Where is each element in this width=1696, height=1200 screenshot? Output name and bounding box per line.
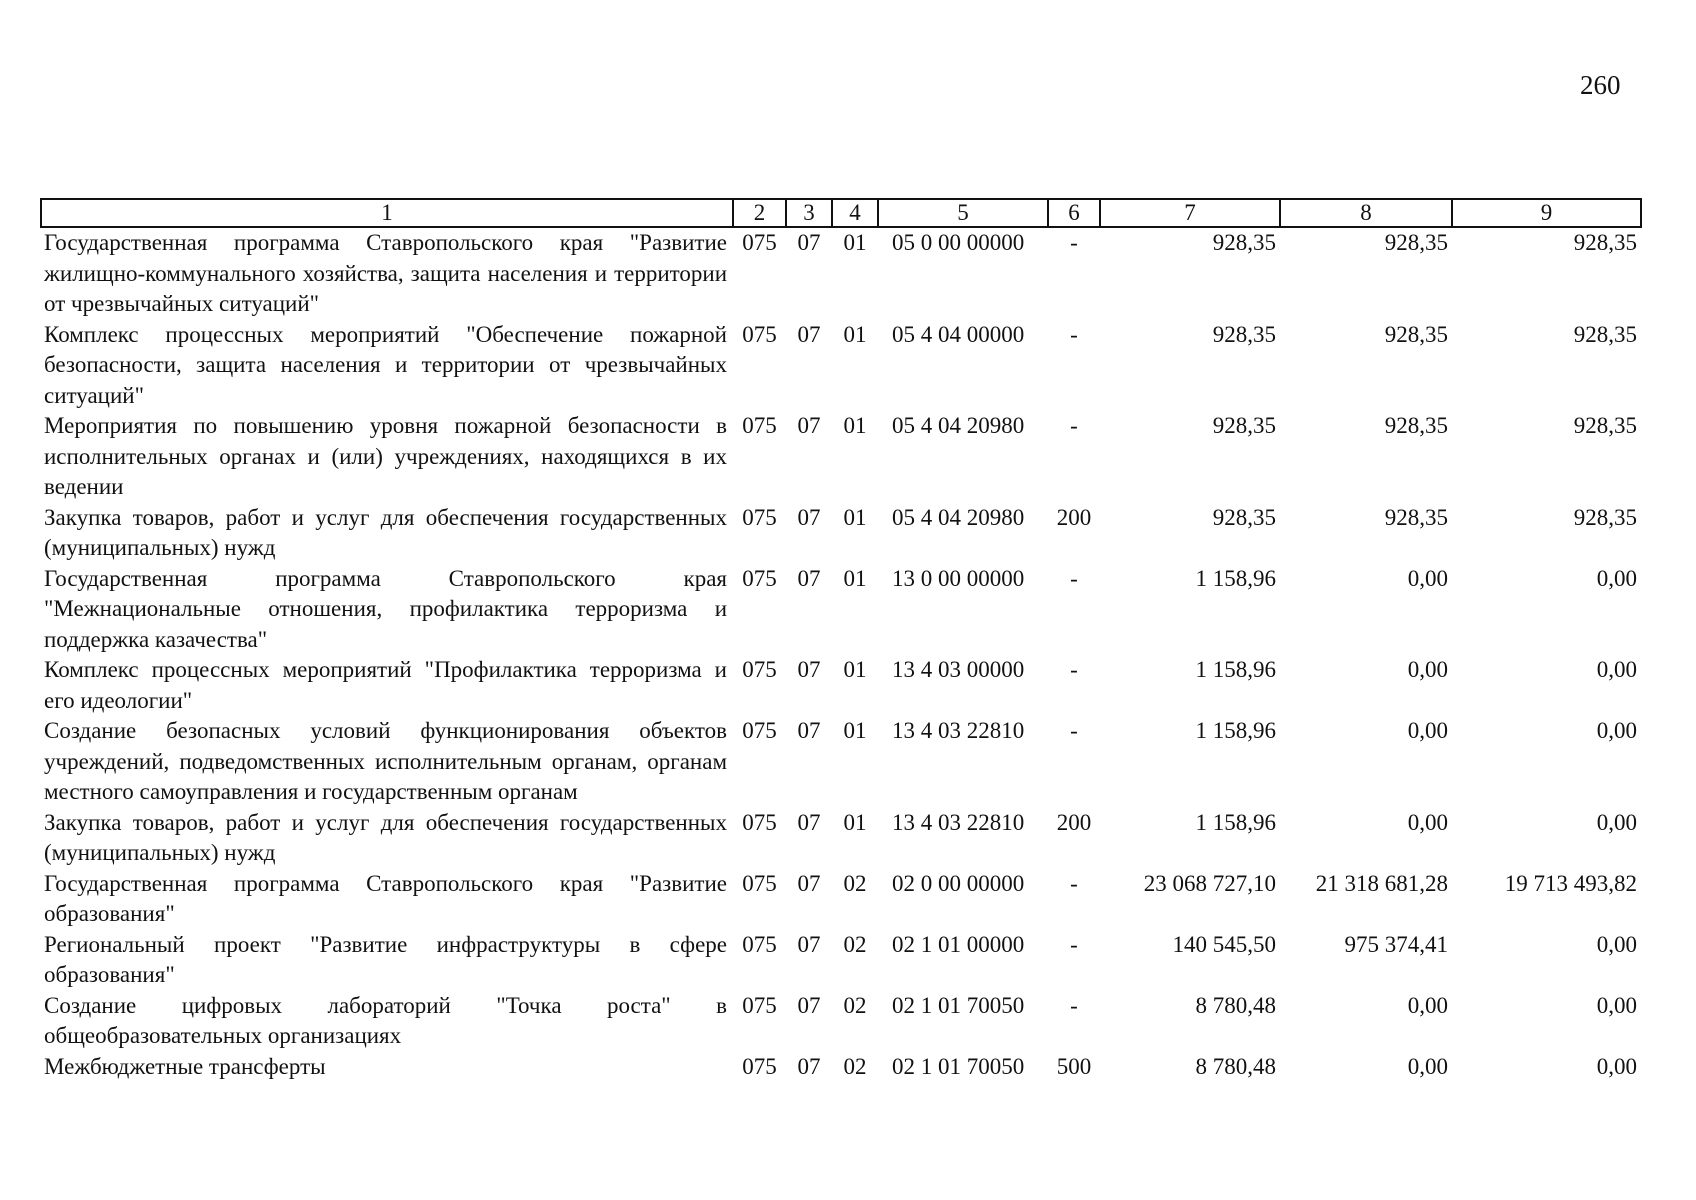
row-name: Региональный проект "Развитие инфраструктуры в сфере образования" bbox=[44, 931, 727, 987]
expense-type-code: - bbox=[1070, 321, 1078, 347]
table-row bbox=[41, 991, 1641, 1052]
row-name: Межбюджетные трансферты bbox=[44, 1053, 326, 1079]
target-article-code: 13 4 03 22810 bbox=[892, 809, 1025, 835]
amount-year-3: 0,00 bbox=[1596, 657, 1637, 682]
amount-year-2: 21 318 681,28 bbox=[1315, 870, 1448, 896]
section-code: 07 bbox=[797, 809, 821, 835]
kfsr-code: 075 bbox=[742, 657, 777, 682]
row-name: Государственная программа Ставропольского края "Развитие жилищно-коммунального хозяйства, защита населения и территории от чрезвычайных ситуаций" bbox=[44, 230, 727, 316]
subsection-code: 01 bbox=[843, 413, 867, 438]
kfsr-code: 075 bbox=[742, 504, 777, 530]
expense-type-code: 200 bbox=[1056, 809, 1092, 835]
subsection-code: 02 bbox=[843, 931, 867, 957]
subsection-code: 01 bbox=[843, 809, 867, 835]
col-header: 5 bbox=[878, 199, 1048, 227]
subsection-code: 02 bbox=[843, 870, 867, 896]
amount-year-2: 928,35 bbox=[1384, 321, 1448, 347]
row-name: Закупка товаров, работ и услуг для обеспечения государственных (муниципальных) нужд bbox=[44, 504, 727, 560]
target-article-code: 05 4 04 20980 bbox=[892, 413, 1025, 438]
section-code: 07 bbox=[797, 718, 821, 743]
target-article-code: 05 0 00 00000 bbox=[892, 230, 1025, 255]
subsection-code: 01 bbox=[843, 321, 867, 347]
amount-year-3: 0,00 bbox=[1596, 992, 1637, 1018]
amount-year-1: 8 780,48 bbox=[1195, 1053, 1276, 1079]
col-header: 4 bbox=[832, 199, 878, 227]
table-row bbox=[41, 869, 1641, 930]
row-name: Государственная программа Ставропольского края "Межнациональные отношения, профилактика терроризма и поддержка казачества" bbox=[44, 565, 727, 652]
expense-type-code: 200 bbox=[1056, 504, 1092, 530]
section-code: 07 bbox=[797, 413, 821, 438]
amount-year-3: 928,35 bbox=[1573, 504, 1637, 530]
amount-year-3: 928,35 bbox=[1573, 230, 1637, 255]
table-row bbox=[41, 716, 1641, 808]
kfsr-code: 075 bbox=[742, 870, 777, 896]
kfsr-code: 075 bbox=[742, 413, 777, 438]
expense-type-code: - bbox=[1070, 230, 1078, 255]
subsection-code: 01 bbox=[843, 565, 867, 591]
target-article-code: 13 4 03 22810 bbox=[892, 718, 1025, 743]
kfsr-code: 075 bbox=[742, 1053, 777, 1079]
amount-year-1: 1 158,96 bbox=[1195, 657, 1276, 682]
col-header: 9 bbox=[1452, 199, 1641, 227]
amount-year-1: 1 158,96 bbox=[1195, 809, 1276, 835]
kfsr-code: 075 bbox=[742, 565, 777, 591]
section-code: 07 bbox=[797, 565, 821, 591]
section-code: 07 bbox=[797, 321, 821, 347]
row-name: Закупка товаров, работ и услуг для обеспечения государственных (муниципальных) нужд bbox=[44, 809, 727, 865]
row-name: Комплекс процессных мероприятий "Профилактика терроризма и его идеологии" bbox=[44, 657, 727, 713]
kfsr-code: 075 bbox=[742, 809, 777, 835]
subsection-code: 02 bbox=[843, 992, 867, 1018]
table-row bbox=[41, 503, 1641, 564]
amount-year-3: 0,00 bbox=[1596, 809, 1637, 835]
header-row bbox=[41, 199, 1641, 227]
kfsr-code: 075 bbox=[742, 931, 777, 957]
target-article-code: 13 0 00 00000 bbox=[892, 565, 1025, 591]
expense-type-code: - bbox=[1070, 718, 1078, 743]
target-article-code: 05 4 04 20980 bbox=[892, 504, 1025, 530]
subsection-code: 01 bbox=[843, 230, 867, 255]
row-name: Создание безопасных условий функционирования объектов учреждений, подведомственных исполнительным органам, органам местного самоуправления и государственным органам bbox=[44, 718, 727, 804]
expense-type-code: - bbox=[1070, 931, 1078, 957]
target-article-code: 02 0 00 00000 bbox=[892, 870, 1025, 896]
amount-year-1: 1 158,96 bbox=[1195, 718, 1276, 743]
amount-year-3: 0,00 bbox=[1596, 931, 1637, 957]
expense-type-code: - bbox=[1070, 870, 1078, 896]
col-header: 7 bbox=[1100, 199, 1280, 227]
amount-year-3: 0,00 bbox=[1596, 1053, 1637, 1079]
col-header: 6 bbox=[1048, 199, 1100, 227]
table-row bbox=[41, 1052, 1641, 1083]
amount-year-1: 928,35 bbox=[1212, 230, 1276, 255]
subsection-code: 01 bbox=[843, 718, 867, 743]
amount-year-3: 19 713 493,82 bbox=[1504, 870, 1637, 896]
amount-year-2: 928,35 bbox=[1384, 230, 1448, 255]
amount-year-2: 928,35 bbox=[1384, 504, 1448, 530]
section-code: 07 bbox=[797, 657, 821, 682]
amount-year-2: 0,00 bbox=[1407, 992, 1448, 1018]
expense-type-code: - bbox=[1070, 992, 1078, 1018]
table-row bbox=[41, 227, 1641, 320]
budget-table bbox=[40, 198, 1642, 1082]
amount-year-3: 0,00 bbox=[1596, 718, 1637, 743]
col-header: 1 bbox=[41, 199, 733, 227]
target-article-code: 05 4 04 00000 bbox=[892, 321, 1025, 347]
amount-year-1: 140 545,50 bbox=[1172, 931, 1276, 957]
kfsr-code: 075 bbox=[742, 321, 777, 347]
amount-year-2: 928,35 bbox=[1384, 413, 1448, 438]
amount-year-2: 0,00 bbox=[1407, 718, 1448, 743]
table-row bbox=[41, 930, 1641, 991]
row-name: Комплекс процессных мероприятий "Обеспечение пожарной безопасности, защита населения и территории от чрезвычайных ситуаций" bbox=[44, 321, 727, 408]
expense-type-code: - bbox=[1070, 657, 1078, 682]
section-code: 07 bbox=[797, 1053, 821, 1079]
amount-year-3: 928,35 bbox=[1573, 321, 1637, 347]
target-article-code: 13 4 03 00000 bbox=[892, 657, 1025, 682]
amount-year-2: 975 374,41 bbox=[1344, 931, 1448, 957]
target-article-code: 02 1 01 70050 bbox=[892, 992, 1025, 1018]
row-name: Государственная программа Ставропольского края "Развитие образования" bbox=[44, 870, 727, 926]
row-name: Мероприятия по повышению уровня пожарной безопасности в исполнительных органах и (или) учреждениях, находящихся в их ведении bbox=[44, 413, 727, 499]
table-row bbox=[41, 411, 1641, 503]
table-row bbox=[41, 655, 1641, 716]
section-code: 07 bbox=[797, 870, 821, 896]
table-row bbox=[41, 808, 1641, 869]
expense-type-code: - bbox=[1070, 565, 1078, 591]
amount-year-1: 23 068 727,10 bbox=[1143, 870, 1276, 896]
subsection-code: 01 bbox=[843, 504, 867, 530]
section-code: 07 bbox=[797, 504, 821, 530]
target-article-code: 02 1 01 70050 bbox=[892, 1053, 1025, 1079]
kfsr-code: 075 bbox=[742, 992, 777, 1018]
expense-type-code: 500 bbox=[1056, 1053, 1092, 1079]
subsection-code: 02 bbox=[843, 1053, 867, 1079]
amount-year-1: 928,35 bbox=[1212, 321, 1276, 347]
kfsr-code: 075 bbox=[742, 718, 777, 743]
kfsr-code: 075 bbox=[742, 230, 777, 255]
target-article-code: 02 1 01 00000 bbox=[892, 931, 1025, 957]
page-number: 260 bbox=[1580, 70, 1621, 100]
amount-year-1: 928,35 bbox=[1212, 504, 1276, 530]
amount-year-2: 0,00 bbox=[1407, 657, 1448, 682]
table-body bbox=[41, 227, 1641, 1082]
subsection-code: 01 bbox=[843, 657, 867, 682]
expense-type-code: - bbox=[1070, 413, 1078, 438]
amount-year-2: 0,00 bbox=[1407, 809, 1448, 835]
table-row bbox=[41, 564, 1641, 656]
col-header: 8 bbox=[1280, 199, 1452, 227]
amount-year-2: 0,00 bbox=[1407, 565, 1448, 591]
table-row bbox=[41, 320, 1641, 412]
amount-year-1: 8 780,48 bbox=[1195, 992, 1276, 1018]
row-name: Создание цифровых лабораторий "Точка роста" в общеобразовательных организациях bbox=[44, 992, 727, 1048]
section-code: 07 bbox=[797, 230, 821, 255]
amount-year-2: 0,00 bbox=[1407, 1053, 1448, 1079]
col-header: 2 bbox=[733, 199, 786, 227]
amount-year-3: 0,00 bbox=[1596, 565, 1637, 591]
section-code: 07 bbox=[797, 992, 821, 1018]
amount-year-1: 928,35 bbox=[1212, 413, 1276, 438]
section-code: 07 bbox=[797, 931, 821, 957]
amount-year-3: 928,35 bbox=[1573, 413, 1637, 438]
amount-year-1: 1 158,96 bbox=[1195, 565, 1276, 591]
col-header: 3 bbox=[786, 199, 832, 227]
